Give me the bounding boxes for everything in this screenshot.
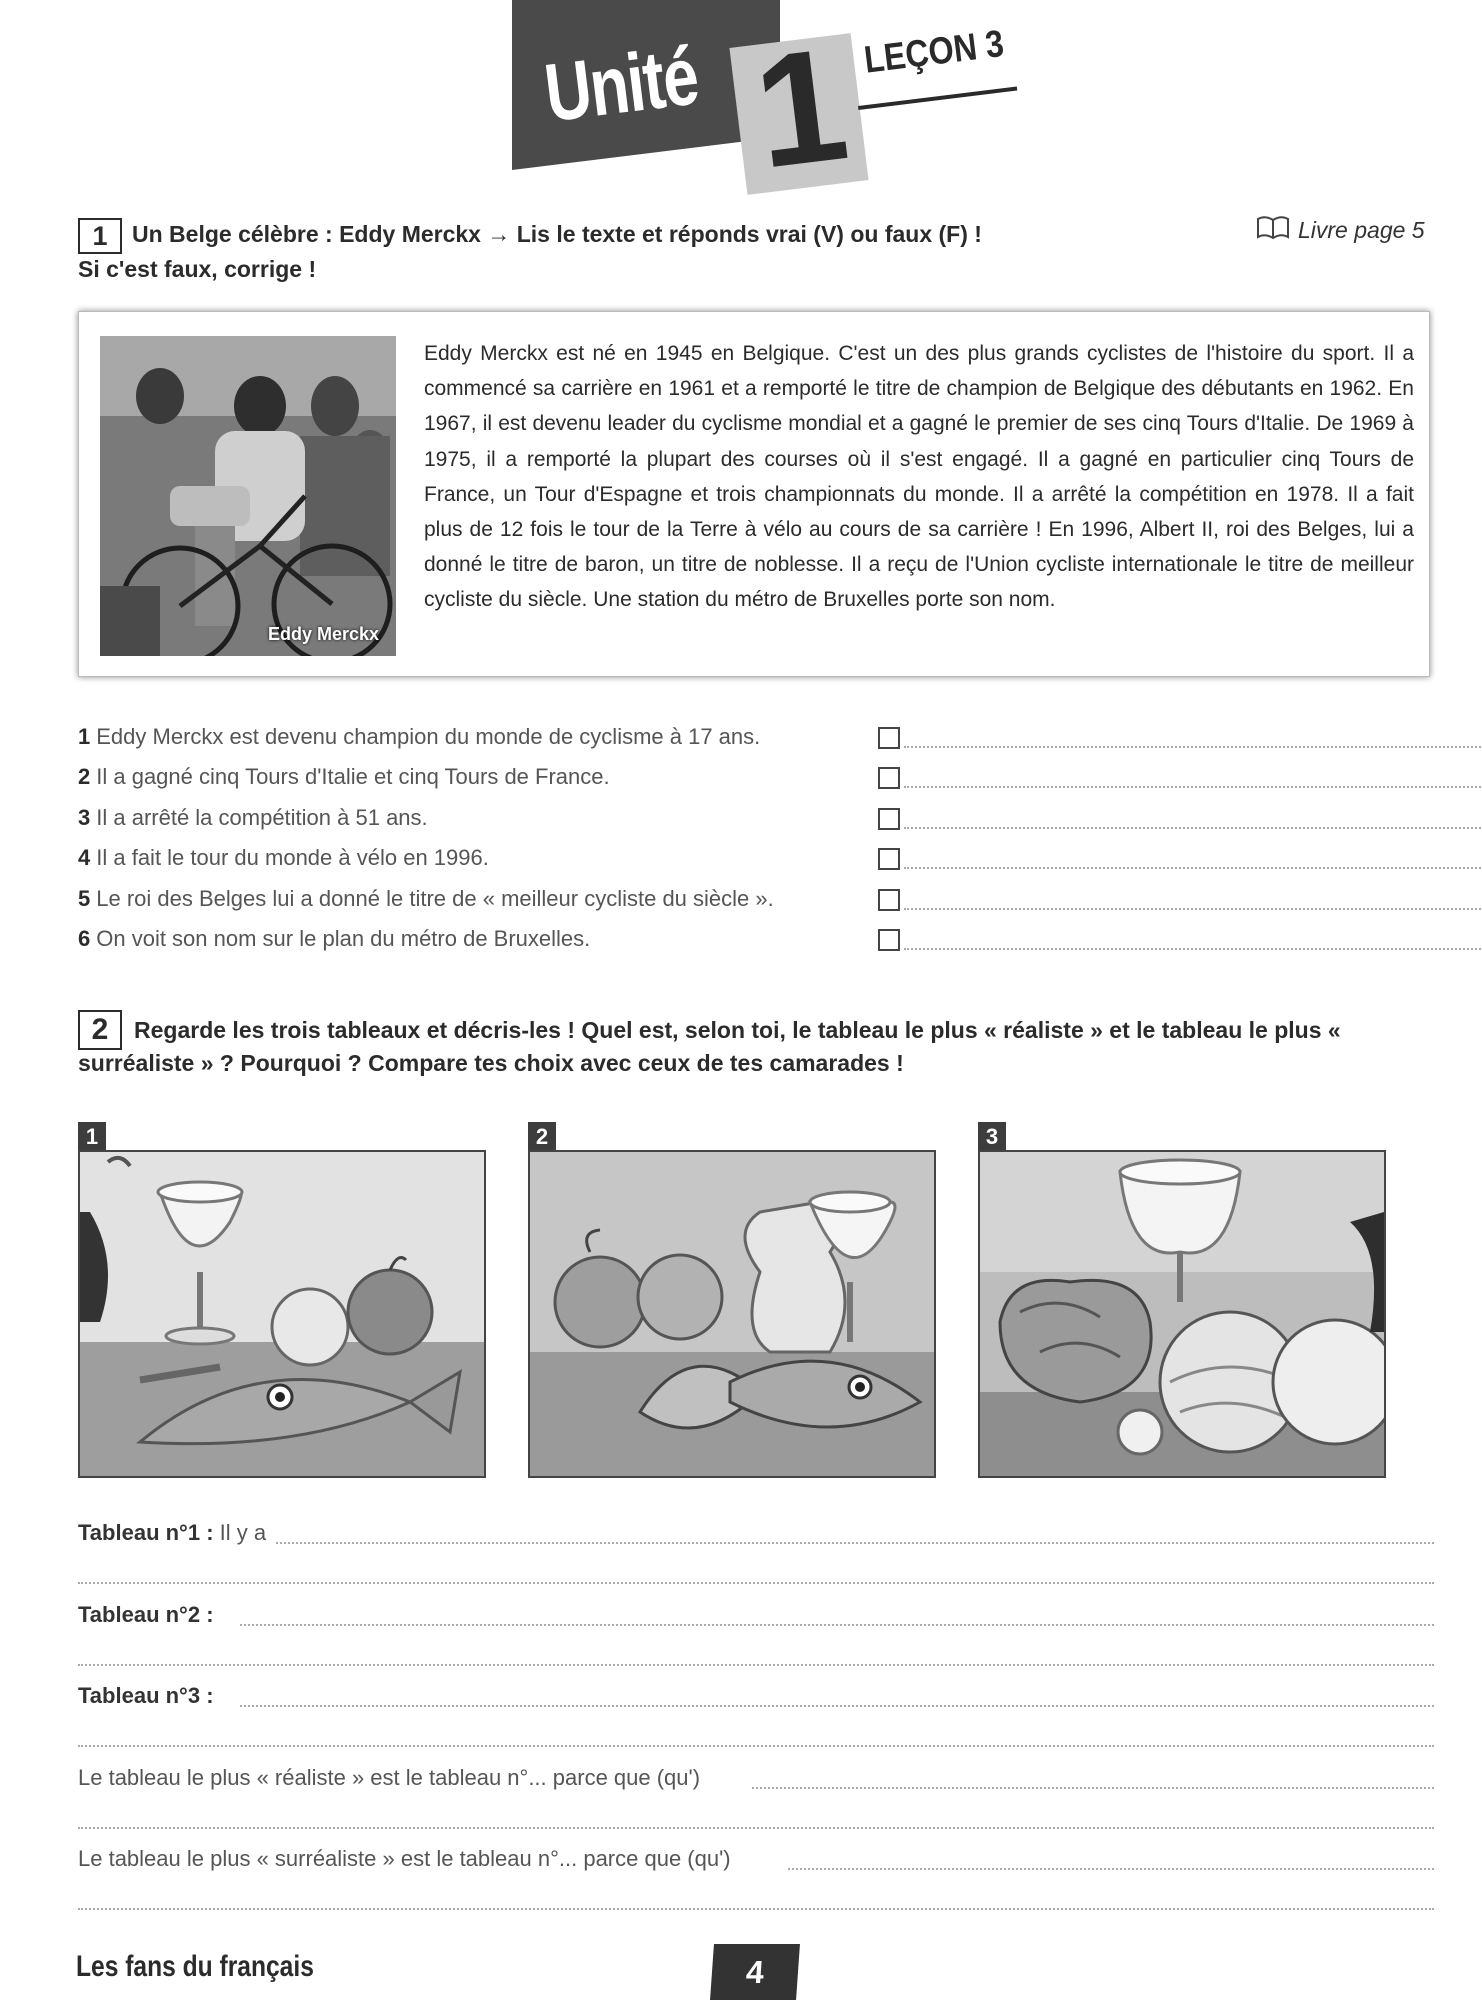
reading-text: Eddy Merckx est né en 1945 en Belgique. C'est un des plus grands cyclistes de l'histoire du sport. Il a commencé sa carrière en 1961 et a remporté le titre de champion de Belgique des débutants en 1962. En 1967, il est devenu leader du cyclisme mondial et a gagné le premier de ses cinq Tours d'Italie. De 1969 à 1975, il a remporté la plupart des courses où il s'est engagé. Il a gagné en particulier cinq Tours de France, un Tour d'Espagne et trois championnats du monde. Il a arrêté la compétition en 1978. Il a fait plus de 12 fois le tour de la Terre à vélo au cours de sa carrière ! En 1996, Albert II, roi des Belges, lui a donné le titre de baron, un titre de noblesse. Il a reçu de l'Union cycliste internationale le titre de meilleur cycliste du siècle. Une station du métro de Bruxelles porte son nom.	[424, 342, 1414, 612]
statement-text: 3 Il a arrêté la compétition à 51 ans.	[78, 804, 428, 830]
correction-line[interactable]	[904, 827, 1482, 829]
tableau-2-label: Tableau n°2 :	[78, 1602, 214, 1627]
painting-3-label: 3	[978, 1122, 1006, 1152]
tableau-2-line[interactable]	[240, 1624, 1434, 1626]
statement-text: 2 Il a gagné cinq Tours d'Italie et cinq Tours de France.	[78, 764, 610, 790]
statement-text: 6 On voit son nom sur le plan du métro de Bruxelles.	[78, 925, 591, 951]
statement-row	[78, 764, 1434, 804]
exercise-1-number: 1	[78, 218, 122, 254]
tableau-1-line[interactable]	[276, 1542, 1434, 1544]
tableau-3-label: Tableau n°3 :	[78, 1683, 214, 1708]
statement-row	[78, 724, 1434, 764]
answer-checkbox[interactable]	[878, 848, 900, 870]
statement-row	[78, 845, 1434, 885]
exercise-2-instruction: Regarde les trois tableaux et décris-les ! Quel est, selon toi, le tableau le plus « réaliste » et le tableau le plus « surréaliste » ? Pourquoi ? Compare tes choix avec ceux de tes camarades !	[78, 1017, 1341, 1076]
surrealiste-prompt: Le tableau le plus « surréaliste » est le tableau n°... parce que (qu')	[78, 1846, 731, 1871]
answer-checkbox[interactable]	[878, 767, 900, 789]
answer-checkbox[interactable]	[878, 889, 900, 911]
book-reference-text: Livre page 5	[1298, 216, 1425, 243]
book-title: Les fans du français	[76, 1950, 314, 1983]
realiste-line-2[interactable]	[78, 1827, 1434, 1829]
tableau-1-line-2[interactable]	[78, 1582, 1434, 1584]
book-icon	[1256, 214, 1290, 246]
painting-2-label: 2	[528, 1122, 556, 1152]
statement-text: 5 Le roi des Belges lui a donné le titre de « meilleur cycliste du siècle ».	[78, 885, 774, 911]
answer-checkbox[interactable]	[878, 808, 900, 830]
unit-label: Unité	[540, 30, 703, 140]
lesson-label: LEÇON 3	[862, 22, 1007, 82]
surrealiste-line-2[interactable]	[78, 1908, 1434, 1910]
photo-caption: Eddy Merckx	[268, 624, 380, 644]
tableau-2-line-2[interactable]	[78, 1664, 1434, 1666]
realiste-prompt: Le tableau le plus « réaliste » est le tableau n°... parce que (qu')	[78, 1765, 701, 1790]
answer-checkbox[interactable]	[878, 929, 900, 951]
answer-checkbox[interactable]	[878, 727, 900, 749]
tableau-1-label: Tableau n°1 :	[78, 1520, 214, 1545]
statement-row	[78, 886, 1434, 926]
exercise-1-instruction: Un Belge célèbre : Eddy Merckx → Lis le texte et réponds vrai (V) ou faux (F) !	[132, 221, 982, 247]
cyclist-photo	[100, 336, 396, 656]
book-reference	[1256, 214, 1425, 246]
painting-3	[978, 1150, 1386, 1478]
statement-text: 4 Il a fait le tour du monde à vélo en 1996.	[78, 845, 489, 871]
tableau-1-start: Il y a	[219, 1520, 267, 1545]
statement-row	[78, 926, 1434, 966]
true-false-list	[78, 724, 1434, 966]
correction-line[interactable]	[904, 908, 1482, 910]
realiste-line[interactable]	[752, 1787, 1434, 1789]
surrealiste-line[interactable]	[788, 1868, 1434, 1870]
lesson-underline	[858, 87, 1017, 110]
statement-row	[78, 805, 1434, 845]
painting-1-label: 1	[78, 1122, 106, 1152]
unit-number: 1	[745, 13, 856, 202]
exercise-2-number: 2	[78, 1010, 122, 1050]
page-number: 4	[710, 1944, 800, 2000]
correction-line[interactable]	[904, 746, 1482, 748]
tableau-3-line[interactable]	[240, 1705, 1434, 1707]
tableau-3-line-2[interactable]	[78, 1745, 1434, 1747]
painting-1	[78, 1150, 486, 1478]
exercise-1-instruction-2: Si c'est faux, corrige !	[78, 256, 317, 282]
correction-line[interactable]	[904, 867, 1482, 869]
painting-2	[528, 1150, 936, 1478]
correction-line[interactable]	[904, 786, 1482, 788]
statement-text: 1 Eddy Merckx est devenu champion du monde de cyclisme à 17 ans.	[78, 724, 761, 749]
correction-line[interactable]	[904, 948, 1482, 950]
